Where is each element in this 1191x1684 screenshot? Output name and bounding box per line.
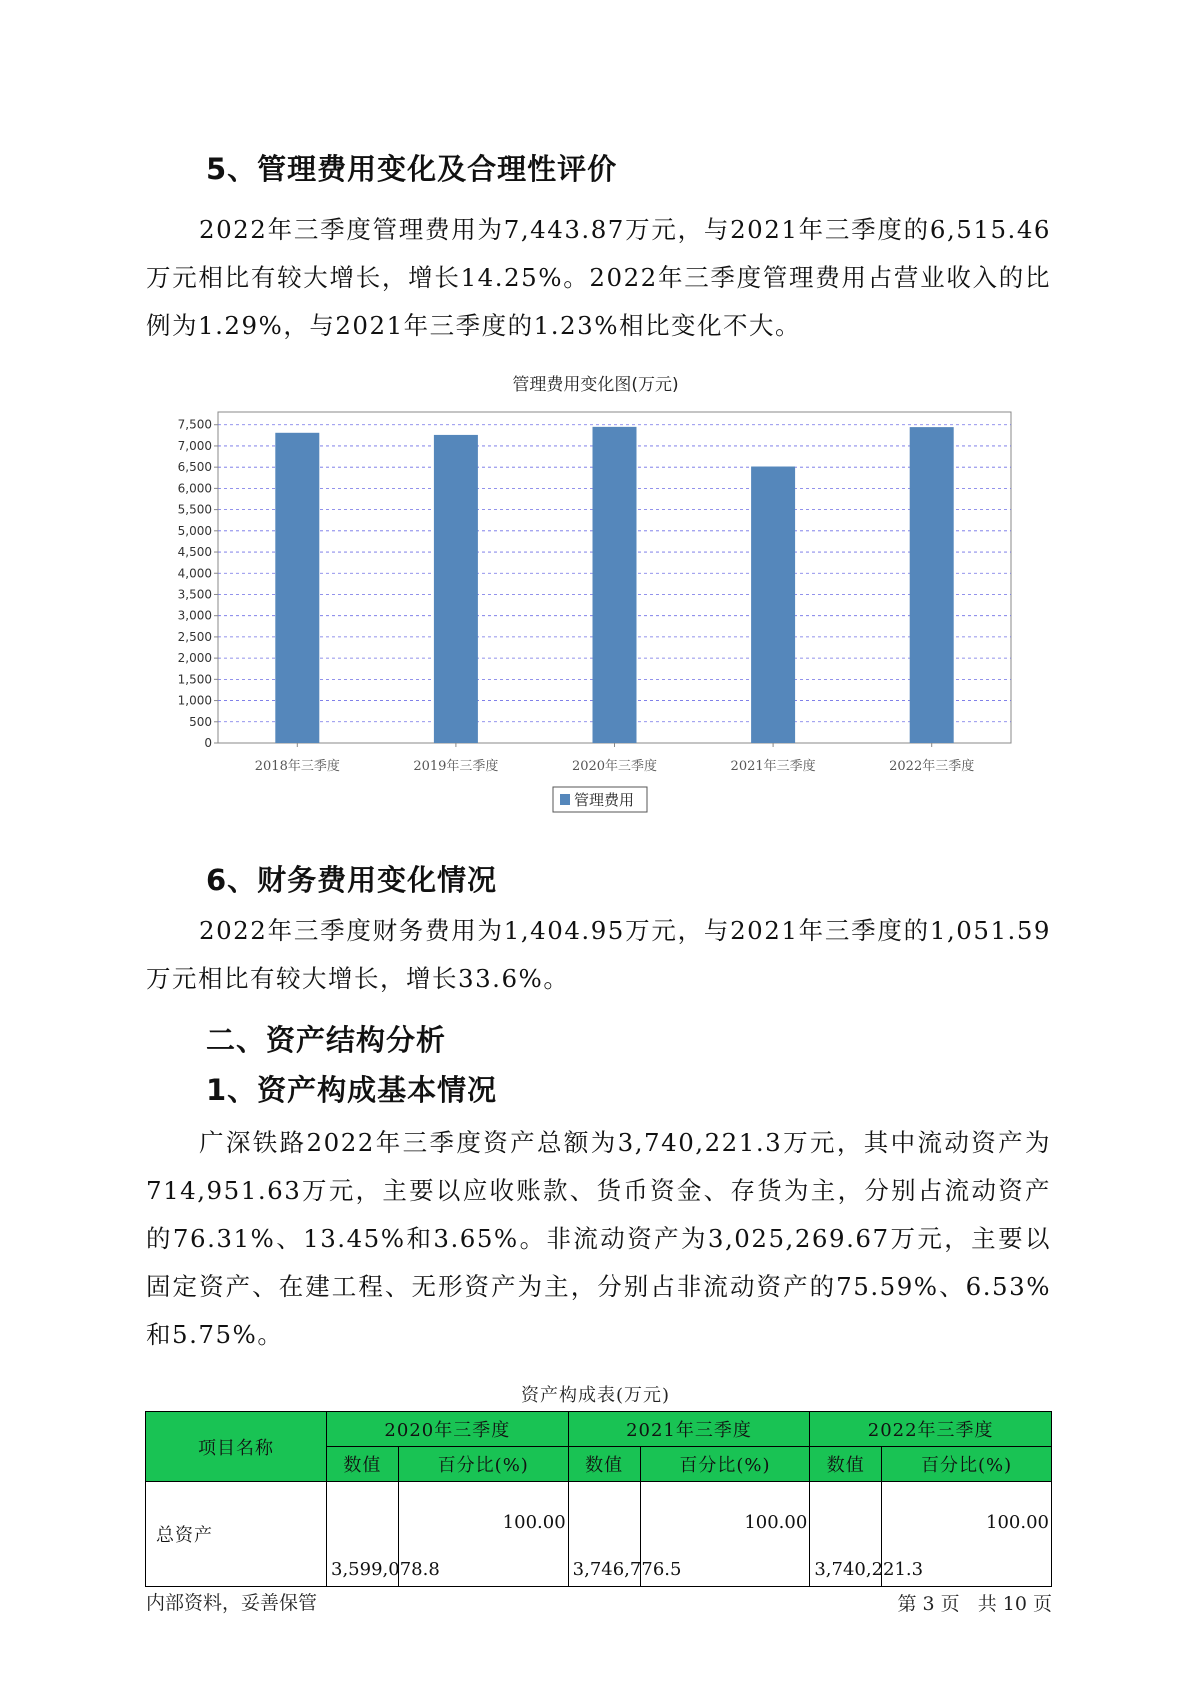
asset-paragraph — [146, 1119, 1051, 1359]
section-5-heading: 5、管理费用变化及合理性评价 — [206, 152, 618, 186]
y-tick-label: 4,000 — [177, 566, 212, 581]
bar — [434, 435, 478, 743]
y-tick-label: 1,500 — [177, 672, 212, 687]
x-tick-label: 2021年三季度 — [730, 759, 816, 774]
value-text: 3,740,221.3 — [814, 1559, 924, 1580]
percent-cell — [882, 1482, 1052, 1587]
y-tick-label: 6,500 — [177, 460, 212, 475]
x-tick-label: 2022年三季度 — [889, 759, 975, 774]
value-text: 3,599,078.8 — [331, 1559, 440, 1580]
percent-cell — [398, 1482, 568, 1587]
percent-cell — [640, 1482, 810, 1587]
y-tick-label: 2,000 — [177, 651, 212, 666]
y-tick-label: 4,500 — [177, 545, 212, 560]
asset-text: 广深铁路2022年三季度资产总额为3,740,221.3万元，其中流动资产为714,951.63万元，主要以应收账款、货币资金、存货为主，分别占流动资产的76.31%、13.45%和3.65%。非流动资产为3,025,269.67万元，主要以固定资产、在建工程、无形资产为主，分别占非流动资产的75.59%、6.53%和5.75%。 — [146, 1128, 1051, 1349]
table-row — [146, 1482, 1052, 1587]
value-cell — [810, 1482, 924, 1587]
x-tick-label: 2018年三季度 — [254, 759, 340, 774]
percent-header: 百分比(%) — [640, 1447, 810, 1482]
section-6-paragraph — [146, 907, 1051, 1003]
management-expense-chart — [0, 0, 1191, 830]
y-tick-label: 2,500 — [177, 629, 212, 644]
y-tick-label: 7,000 — [177, 438, 212, 453]
asset-structure-heading: 二、资产结构分析 — [206, 1023, 447, 1057]
footer-page-number: 第 3 页 共 10 页 — [897, 1593, 1052, 1615]
y-tick-label: 7,500 — [177, 417, 212, 432]
value-header: 数值 — [327, 1447, 399, 1482]
period-header: 2021年三季度 — [568, 1412, 810, 1447]
value-cell — [327, 1482, 440, 1587]
y-tick-label: 5,500 — [177, 502, 212, 517]
value-header: 数值 — [568, 1447, 640, 1482]
legend-swatch — [560, 794, 570, 805]
percent-header: 百分比(%) — [882, 1447, 1052, 1482]
y-tick-label: 3,500 — [177, 587, 212, 602]
percent-header: 百分比(%) — [398, 1447, 568, 1482]
legend-label: 管理费用 — [574, 791, 635, 809]
bar — [593, 427, 637, 743]
section-5-text: 2022年三季度管理费用为7,443.87万元，与2021年三季度的6,515.46万元相比有较大增长，增长14.25%。2022年三季度管理费用占营业收入的比例为1.29%，与2021年三季度的1.23%相比变化不大。 — [146, 215, 1051, 340]
x-tick-label: 2020年三季度 — [571, 759, 658, 774]
percent-text: 100.00 — [744, 1512, 808, 1533]
y-tick-label: 5,000 — [177, 523, 212, 538]
period-header: 2022年三季度 — [810, 1412, 1052, 1447]
section-6-heading: 6、财务费用变化情况 — [206, 863, 498, 897]
percent-text: 100.00 — [986, 1512, 1049, 1533]
value-text: 3,746,776.5 — [572, 1559, 682, 1580]
bar — [910, 427, 954, 743]
y-tick-label: 1,000 — [177, 693, 212, 708]
y-tick-label: 500 — [189, 714, 212, 729]
asset-table-title: 资产构成表(万元) — [520, 1385, 671, 1406]
chart-title: 管理费用变化图(万元) — [512, 375, 679, 395]
y-tick-label: 6,000 — [177, 481, 212, 496]
bar — [275, 433, 319, 743]
y-tick-label: 3,000 — [177, 608, 212, 623]
value-header: 数值 — [810, 1447, 882, 1482]
asset-composition-heading: 1、资产构成基本情况 — [206, 1073, 498, 1107]
value-cell — [568, 1482, 682, 1587]
percent-text: 100.00 — [502, 1512, 566, 1533]
bar — [751, 467, 795, 743]
footer-confidential: 内部资料，妥善保管 — [146, 1592, 318, 1614]
y-tick-label: 0 — [204, 736, 212, 750]
row-label: 总资产 — [146, 1482, 327, 1587]
x-tick-label: 2019年三季度 — [413, 759, 499, 774]
asset-table — [145, 1411, 1052, 1587]
section-6-text: 2022年三季度财务费用为1,404.95万元，与2021年三季度的1,051.59万元相比有较大增长，增长33.6%。 — [146, 916, 1051, 993]
period-header: 2020年三季度 — [327, 1412, 569, 1447]
name-header: 项目名称 — [146, 1412, 327, 1482]
